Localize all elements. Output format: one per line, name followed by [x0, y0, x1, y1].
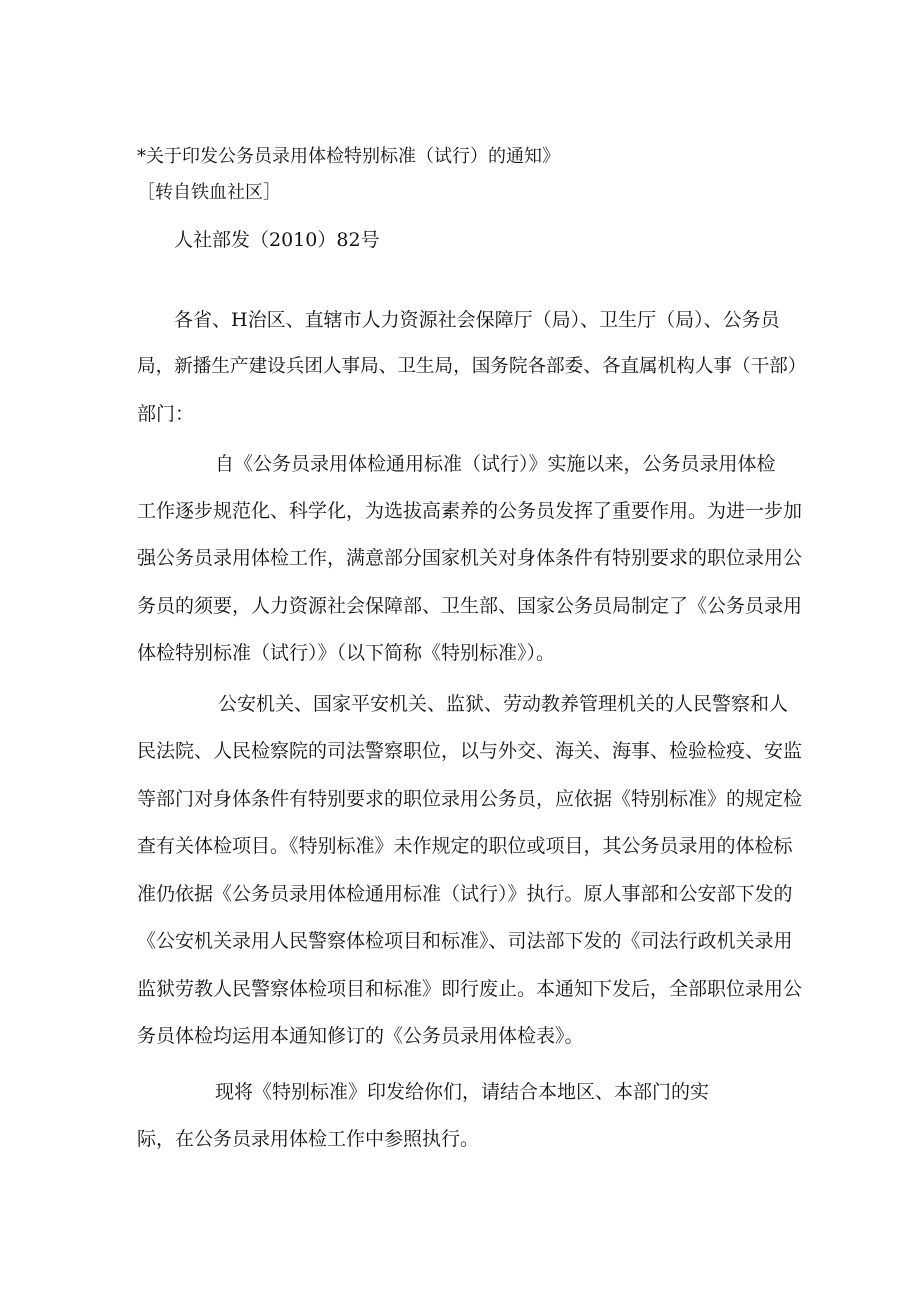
source-note: ［转自铁血社区］: [137, 182, 281, 203]
paragraph-line: 际，在公务员录用体检工作中参照执行。: [137, 1128, 480, 1150]
paragraph-line: 务员体检均运用本通知修订的《公务员录用体检表》。: [137, 1025, 584, 1047]
paragraph-line: 强公务员录用体检工作，满意部分国家机关对身体条件有特别要求的职位录用公: [137, 547, 803, 569]
paragraph-line: 民法院、人民检察院的司法警察职位，以与外交、海关、海事、检验检疫、安监: [137, 740, 803, 762]
paragraph-line: 务员的须要，人力资源社会保障部、卫生部、国家公务员局制定了《公务员录用: [137, 595, 803, 617]
paragraph-line: 体检特别标准（试行）》（以下简称《特别标准》）。: [137, 642, 556, 664]
paragraph-line: 《公安机关录用人民警察体检项目和标准》、司法部下发的《司法行政机关录用: [137, 930, 793, 952]
paragraph-line: 准仍依据《公务员录用体检通用标准（试行）》执行。原人事部和公安部下发的: [137, 883, 793, 905]
paragraph-line: 工作逐步规范化、科学化，为选拔高素养的公务员发挥了重要作用。为进一步加: [137, 500, 803, 522]
document-number: 人社部发（2010）82号: [174, 229, 380, 251]
paragraph-line: 查有关体检项目。《特别标准》未作规定的职位或项目，其公务员录用的体检标: [137, 835, 793, 857]
addressee-line: 部门：: [137, 403, 195, 425]
addressee-line: 局，新播生产建设兵团人事局、卫生局，国务院各部委、各直属机构人事（干部）: [137, 356, 807, 377]
document-title: *关于印发公务员录用体检特别标准（试行）的通知》: [137, 146, 560, 167]
addressee-line: 各省、H治区、直辖市人力资源社会保障厅（局）、卫生厅（局）、公务员: [174, 309, 780, 331]
paragraph-line: 监狱劳教人民警察体检项目和标准》即行废止。本通知下发后，全部职位录用公: [137, 978, 803, 1000]
paragraph-line: 等部门对身体条件有特别要求的职位录用公务员，应依据《特别标准》的规定检: [137, 788, 803, 810]
paragraph-line: 自《公务员录用体检通用标准（试行）》实施以来，公务员录用体检: [215, 453, 776, 475]
paragraph-line: 公安机关、国家平安机关、监狱、劳动教养管理机关的人民警察和人: [218, 693, 789, 715]
paragraph-line: 现将《特别标准》印发给你们，请结合本地区、本部门的实: [215, 1081, 710, 1103]
